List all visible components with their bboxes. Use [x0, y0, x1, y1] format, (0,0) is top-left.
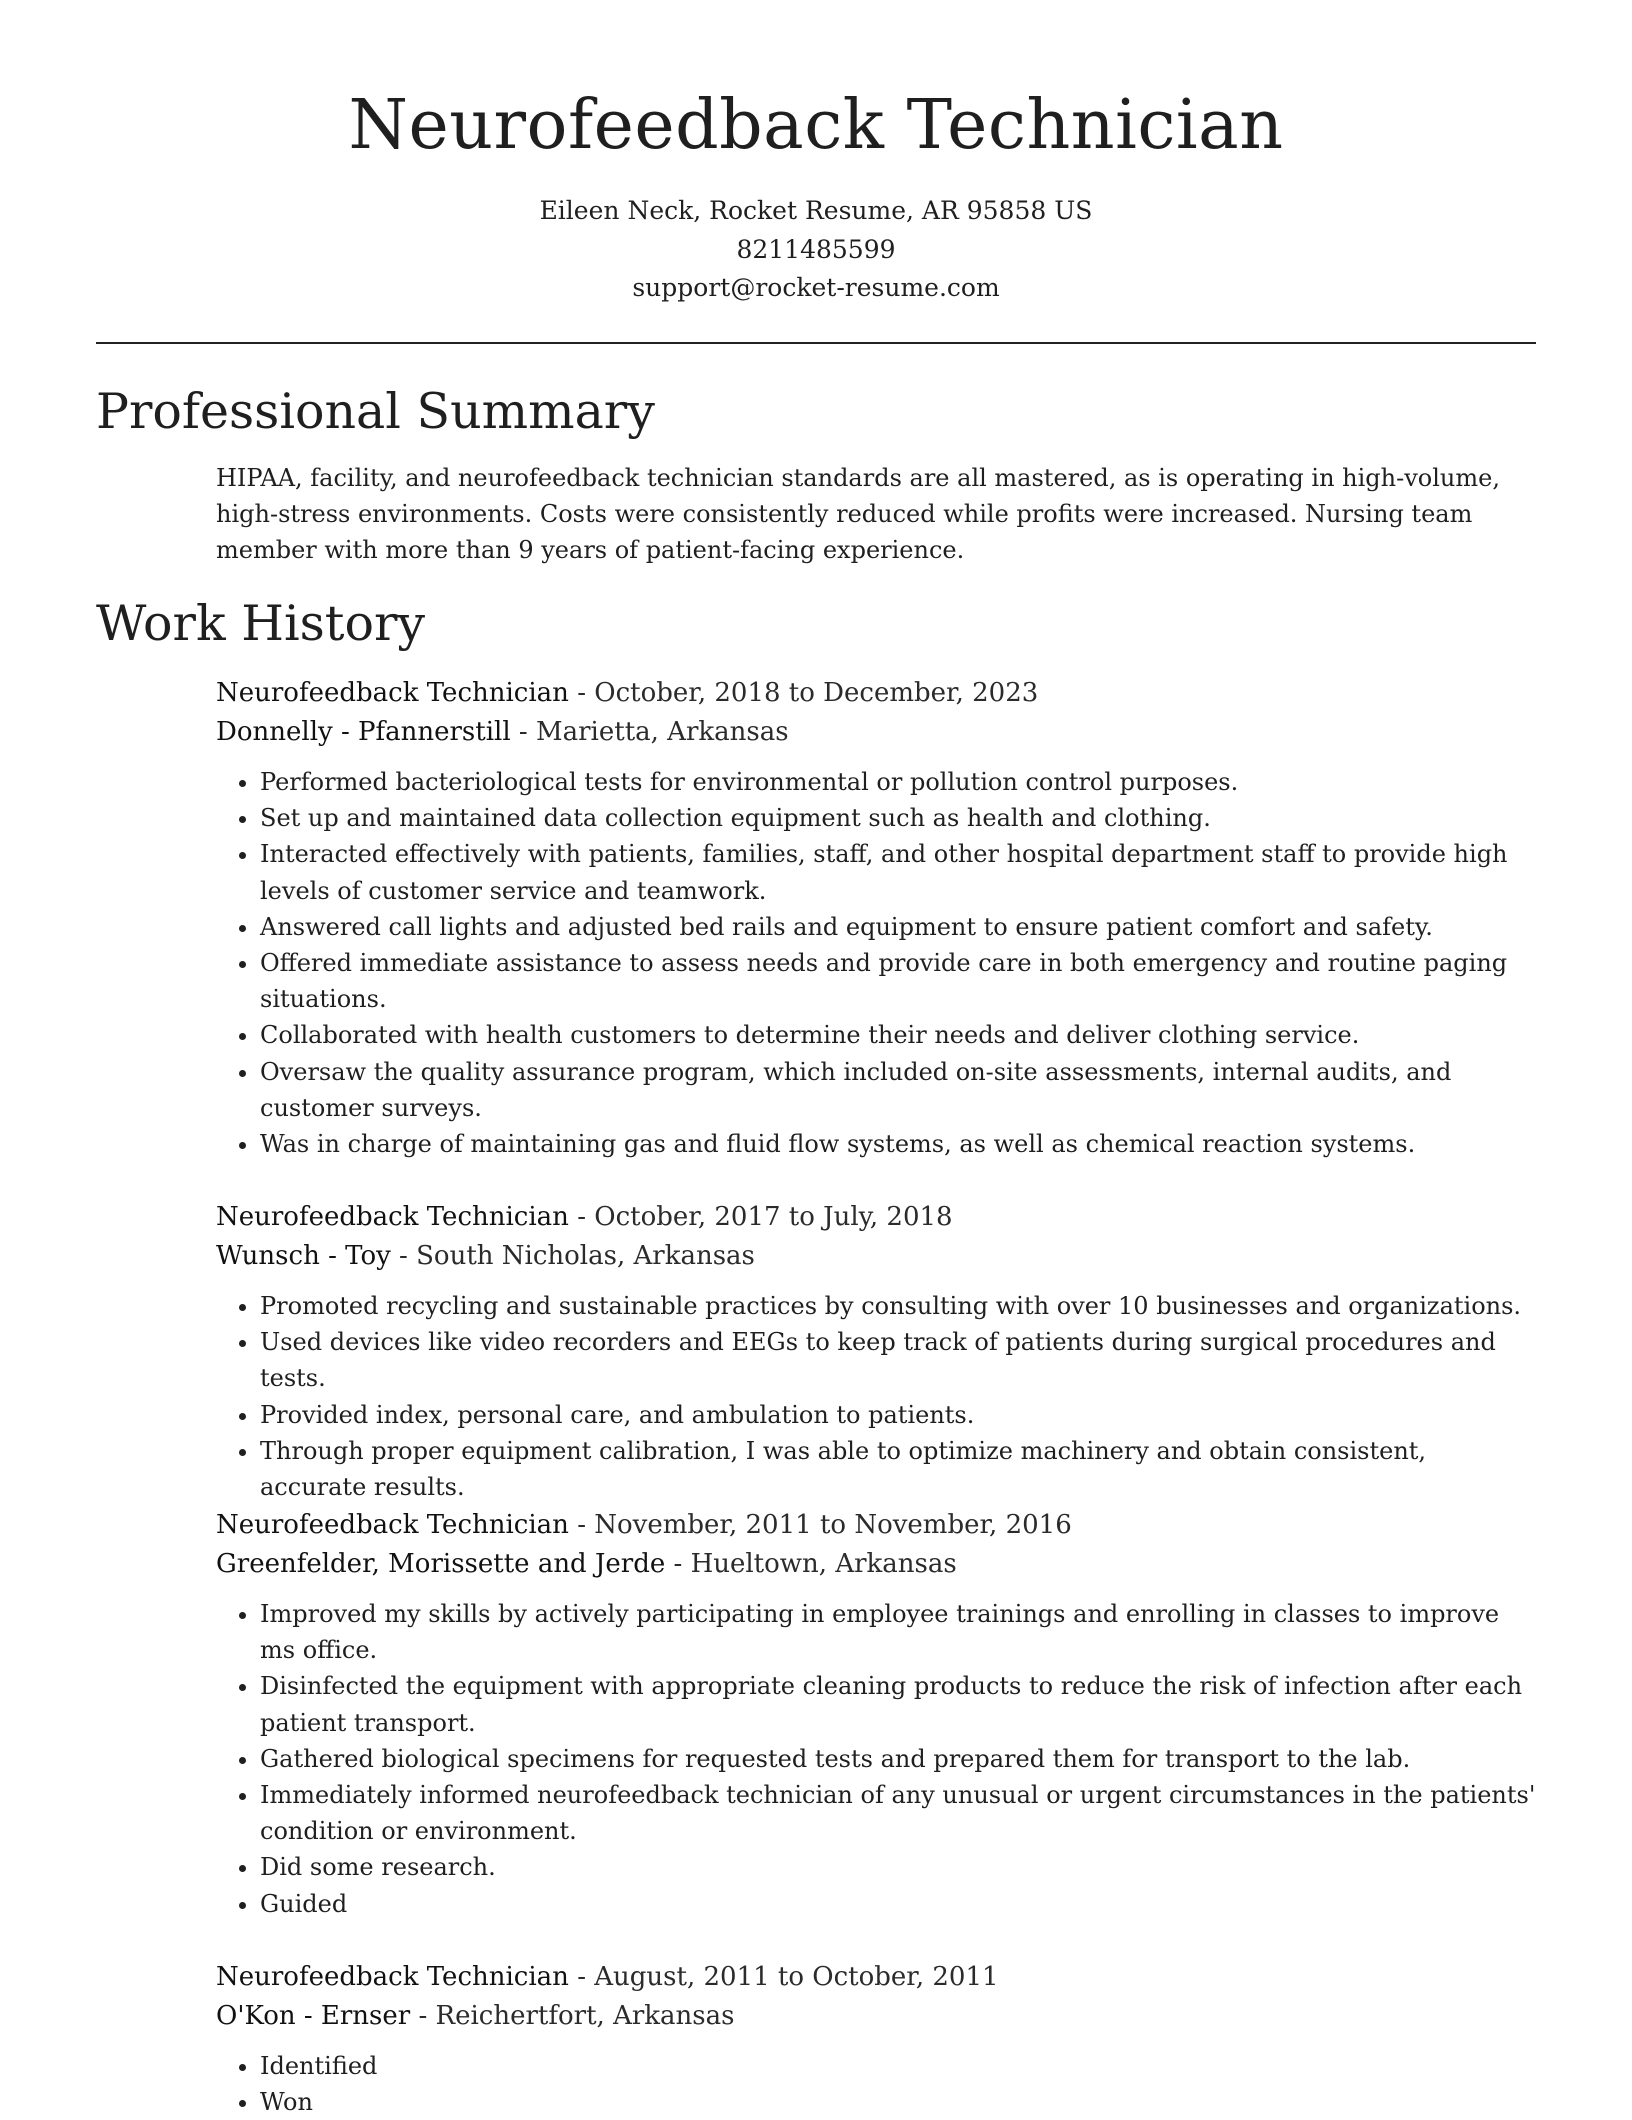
- job-location: - Marietta, Arkansas: [510, 717, 789, 747]
- job-company: Donnelly - Pfannerstill: [216, 717, 511, 747]
- job-bullet: • Provided index, personal care, and ambulation to patients.: [260, 1397, 1536, 1433]
- job-bullet: • Immediately informed neurofeedback technician of any unusual or urgent circumstances in the patients' condition or environment.: [260, 1777, 1536, 1849]
- job-company: Wunsch - Toy: [216, 1241, 391, 1271]
- job-bullet: • Answered call lights and adjusted bed rails and equipment to ensure patient comfort and safety.: [260, 909, 1536, 945]
- job-title-line: [216, 1506, 1536, 1545]
- header-divider: [96, 342, 1536, 344]
- job-bullet: • Guided: [260, 1886, 1536, 1922]
- job-title-line: [216, 1198, 1536, 1237]
- resume-title: Neurofeedback Technician: [348, 86, 1284, 165]
- job-bullet: • Was in charge of maintaining gas and fluid flow systems, as well as chemical reaction systems.: [260, 1126, 1536, 1162]
- job-company-line: [216, 1237, 1536, 1276]
- contact-address: Eileen Neck, Rocket Resume, AR 95858 US: [539, 196, 1093, 225]
- contact-phone: 8211485599: [736, 234, 896, 264]
- job-bullet: • Offered immediate assistance to assess needs and provide care in both emergency and routine paging situations.: [260, 945, 1536, 1017]
- section-heading-work-history: Work History: [96, 595, 426, 652]
- job-company-line: [216, 1545, 1536, 1584]
- job-bullets: [216, 1288, 1536, 1505]
- job-title-line: [216, 674, 1536, 713]
- job-title: Neurofeedback Technician: [216, 1510, 569, 1540]
- job-dates: - October, 2018 to December, 2023: [568, 678, 1039, 708]
- job-entry: [216, 674, 1536, 1162]
- job-entry: [216, 1958, 1536, 2120]
- job-company: Greenfelder, Morissette and Jerde: [216, 1549, 666, 1579]
- job-company-line: [216, 713, 1536, 752]
- job-bullet: • Interacted effectively with patients, families, staff, and other hospital department staff to provide high levels of customer service and teamwork.: [260, 836, 1536, 908]
- job-bullet: • Won: [260, 2084, 1536, 2120]
- job-bullet: • Did some research.: [260, 1849, 1536, 1885]
- job-bullets: [216, 2048, 1536, 2120]
- job-bullet: • Performed bacteriological tests for environmental or pollution control purposes.: [260, 764, 1536, 800]
- section-heading-summary: Professional Summary: [96, 383, 655, 440]
- job-entry: [216, 1506, 1536, 1922]
- job-dates: - August, 2011 to October, 2011: [568, 1962, 999, 1992]
- job-bullet: • Improved my skills by actively participating in employee trainings and enrolling in classes to improve ms office.: [260, 1596, 1536, 1668]
- job-bullets: [216, 764, 1536, 1162]
- job-bullet: • Gathered biological specimens for requested tests and prepared them for transport to the lab.: [260, 1741, 1536, 1777]
- contact-block: [96, 192, 1536, 308]
- job-bullet: • Promoted recycling and sustainable practices by consulting with over 10 businesses and organizations.: [260, 1288, 1536, 1324]
- job-title: Neurofeedback Technician: [216, 1202, 569, 1232]
- job-bullet: • Collaborated with health customers to determine their needs and deliver clothing service.: [260, 1017, 1536, 1053]
- job-bullet: • Oversaw the quality assurance program, which included on-site assessments, internal audits, and customer surveys.: [260, 1054, 1536, 1126]
- job-bullet: • Through proper equipment calibration, I was able to optimize machinery and obtain consistent, accurate results.: [260, 1433, 1536, 1505]
- job-dates: - October, 2017 to July, 2018: [568, 1202, 953, 1232]
- summary-text: HIPAA, facility, and neurofeedback technician standards are all mastered, as is operating in high-volume, high-stress environments. Costs were consistently reduced while profits were increased. Nursing team member with more than 9 years of patient-facing experience.: [216, 464, 1500, 564]
- job-bullet: • Identified: [260, 2048, 1536, 2084]
- job-dates: - November, 2011 to November, 2016: [568, 1510, 1072, 1540]
- job-title-line: [216, 1958, 1536, 1997]
- job-title: Neurofeedback Technician: [216, 1962, 569, 1992]
- job-title: Neurofeedback Technician: [216, 678, 569, 708]
- job-entry: [216, 1198, 1536, 1505]
- job-company: O'Kon - Ernser: [216, 2001, 411, 2031]
- job-bullet: • Set up and maintained data collection equipment such as health and clothing.: [260, 800, 1536, 836]
- job-company-line: [216, 1997, 1536, 2036]
- job-location: - South Nicholas, Arkansas: [390, 1241, 755, 1271]
- job-bullets: [216, 1596, 1536, 1922]
- job-bullet: • Disinfected the equipment with appropriate cleaning products to reduce the risk of infection after each patient transport.: [260, 1668, 1536, 1740]
- contact-email: support@rocket-resume.com: [632, 273, 1000, 302]
- job-location: - Reichertfort, Arkansas: [410, 2001, 735, 2031]
- job-bullet: • Used devices like video recorders and EEGs to keep track of patients during surgical procedures and tests.: [260, 1324, 1536, 1396]
- job-location: - Hueltown, Arkansas: [665, 1549, 957, 1579]
